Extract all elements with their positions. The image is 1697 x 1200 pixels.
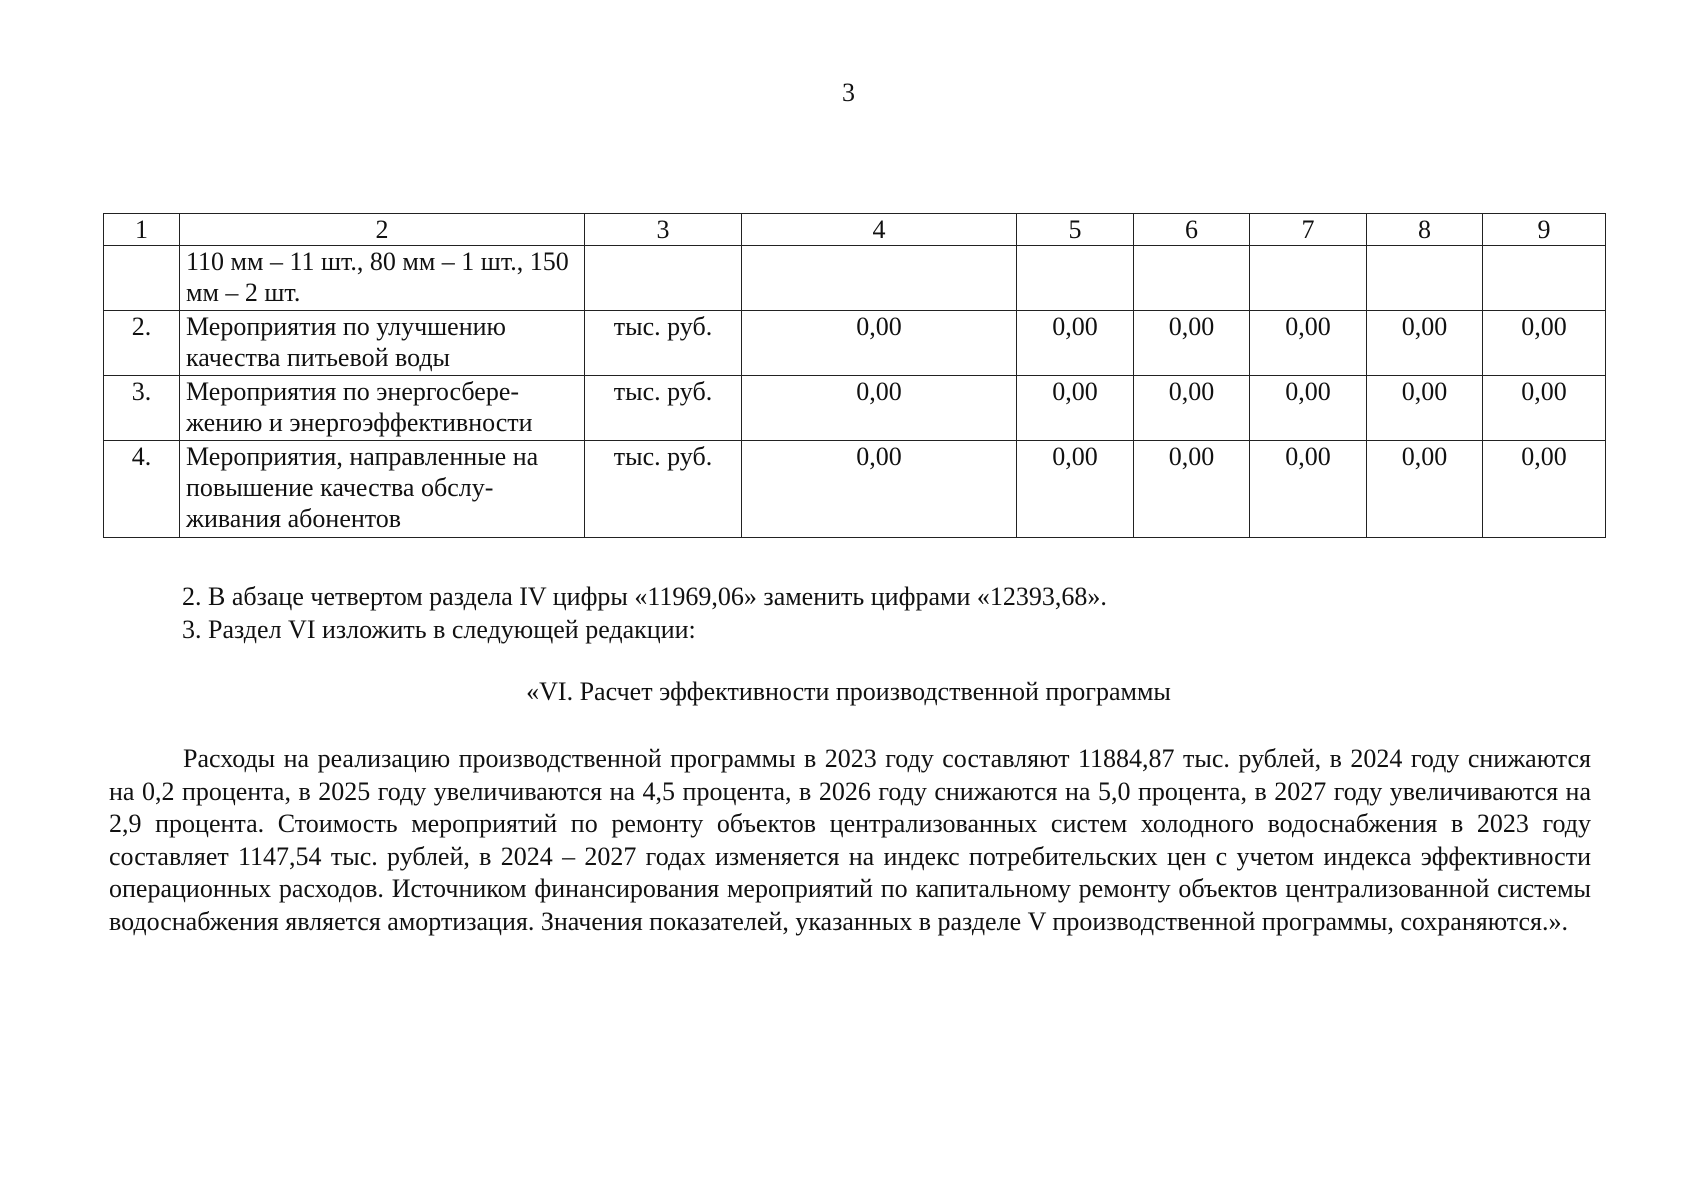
row-value: 0,00: [1367, 441, 1483, 538]
row-value: [742, 246, 1017, 311]
header-cell: 6: [1134, 214, 1250, 246]
header-cell: 8: [1367, 214, 1483, 246]
row-value: 0,00: [1017, 376, 1134, 441]
row-unit: тыс. руб.: [585, 311, 742, 376]
row-value: [1367, 246, 1483, 311]
row-value: 0,00: [1250, 376, 1367, 441]
program-table: [103, 213, 1606, 538]
row-value: 0,00: [742, 311, 1017, 376]
table-header-row: [104, 214, 1606, 246]
table-row: [104, 376, 1606, 441]
row-value: 0,00: [1017, 441, 1134, 538]
row-number: 3.: [104, 376, 180, 441]
row-value: 0,00: [1483, 311, 1606, 376]
row-unit: [585, 246, 742, 311]
body-paragraph: Расходы на реализацию производственной программы в 2023 году составляют 11884,87 тыс. рублей, в 2024 году снижаются на 0,2 процента, в 2025 году увеличиваются на 4,5 процента, в 2026 году снижаются на 5,0 процента, в 2027 году увеличиваются на 2,9 процента. Стоимость мероприятий по ремонту объектов централизованных систем холодного водоснабжения в 2023 году составляет 1147,54 тыс. рублей, в 2024 – 2027 годах изменяется на индекс потребительских цен с учетом индекса эффективности операционных расходов. Источником финансирования мероприятий по капитальному ремонту объектов централизованной системы водоснабжения является амортизация. Значения показателей, указанных в разделе V производственной программы, сохраняются.».: [109, 744, 1591, 936]
row-value: 0,00: [742, 441, 1017, 538]
section-title: «VI. Расчет эффективности производственной программы: [526, 677, 1171, 706]
row-name: Мероприятия по улучшению качества питьевой воды: [180, 311, 585, 376]
page-number: 3: [842, 78, 855, 107]
row-value: 0,00: [742, 376, 1017, 441]
row-value: [1017, 246, 1134, 311]
row-value: 0,00: [1250, 441, 1367, 538]
row-name: Мероприятия по энергосбере-жению и энергоэффективности: [180, 376, 585, 441]
row-value: 0,00: [1134, 311, 1250, 376]
row-number: 2.: [104, 311, 180, 376]
row-number: 4.: [104, 441, 180, 538]
amendment-item-3: 3. Раздел VI изложить в следующей редакции:: [182, 615, 696, 644]
header-cell: 5: [1017, 214, 1134, 246]
row-value: 0,00: [1367, 311, 1483, 376]
row-unit: тыс. руб.: [585, 441, 742, 538]
row-value: [1483, 246, 1606, 311]
header-cell: 7: [1250, 214, 1367, 246]
amendment-item-2: 2. В абзаце четвертом раздела IV цифры «11969,06» заменить цифрами «12393,68».: [182, 582, 1107, 611]
row-name: 110 мм – 11 шт., 80 мм – 1 шт., 150 мм – 2 шт.: [180, 246, 585, 311]
row-value: 0,00: [1483, 376, 1606, 441]
header-cell: 4: [742, 214, 1017, 246]
header-cell: 2: [180, 214, 585, 246]
row-value: 0,00: [1134, 441, 1250, 538]
row-value: 0,00: [1017, 311, 1134, 376]
row-value: [1250, 246, 1367, 311]
row-unit: тыс. руб.: [585, 376, 742, 441]
row-value: 0,00: [1134, 376, 1250, 441]
row-name: Мероприятия, направленные на повышение качества обслу-живания абонентов: [180, 441, 585, 538]
header-cell: 9: [1483, 214, 1606, 246]
row-number: [104, 246, 180, 311]
header-cell: 3: [585, 214, 742, 246]
row-value: 0,00: [1483, 441, 1606, 538]
header-cell: 1: [104, 214, 180, 246]
row-value: [1134, 246, 1250, 311]
row-value: 0,00: [1367, 376, 1483, 441]
table-row: [104, 246, 1606, 311]
row-value: 0,00: [1250, 311, 1367, 376]
table-row: [104, 441, 1606, 538]
table-row: [104, 311, 1606, 376]
